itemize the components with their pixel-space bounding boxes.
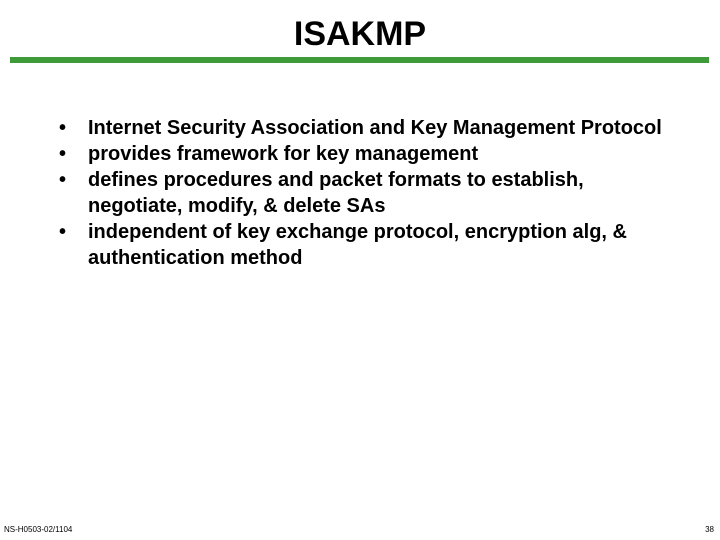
bullet-item bbox=[56, 115, 676, 141]
bullet-icon: • bbox=[59, 143, 67, 165]
bullet-icon: • bbox=[59, 117, 67, 139]
bullet-text: Internet Security Association and Key Management Protocol bbox=[88, 117, 662, 139]
bullet-item bbox=[56, 141, 676, 167]
footer-document-id: NS-H0503-02/1104 bbox=[4, 525, 73, 534]
title-underline bbox=[10, 57, 709, 63]
bullet-text: defines procedures and packet formats to establish, negotiate, modify, & delete SAs bbox=[88, 169, 584, 217]
bullet-icon: • bbox=[59, 169, 67, 191]
slide-title: ISAKMP bbox=[293, 15, 427, 53]
bullet-list bbox=[56, 115, 676, 271]
bullet-item bbox=[56, 219, 676, 271]
bullet-item bbox=[56, 167, 676, 219]
bullet-text: provides framework for key management bbox=[88, 143, 479, 165]
page-number: 38 bbox=[705, 525, 714, 534]
bullet-icon: • bbox=[59, 221, 67, 243]
bullet-text: independent of key exchange protocol, encryption alg, & authentication method bbox=[88, 221, 627, 269]
